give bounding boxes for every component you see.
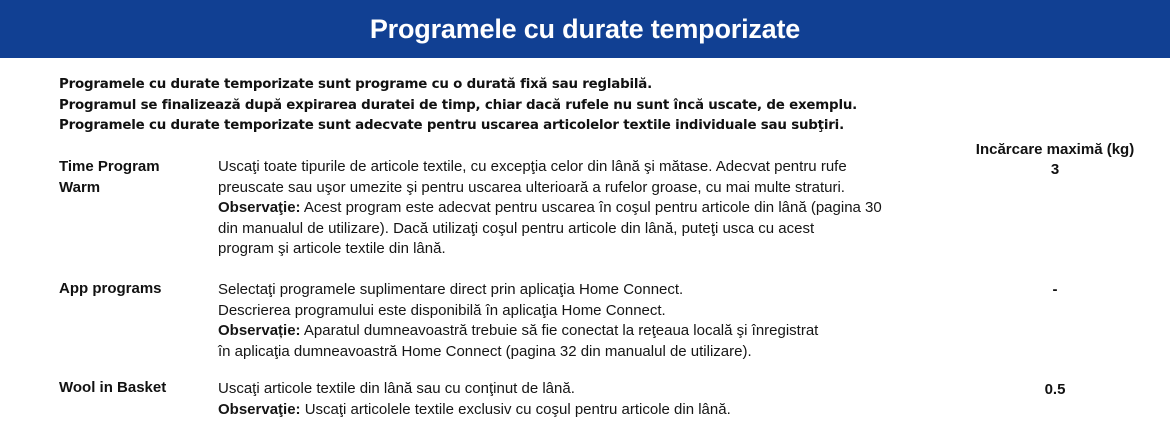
note-label: Observaţie: xyxy=(218,400,301,418)
page-header xyxy=(0,0,1170,58)
program-name xyxy=(59,279,209,300)
note-label: Observaţie: xyxy=(218,199,301,216)
program-description xyxy=(218,280,958,362)
note-text: Uscaţi articolele textile exclusiv cu coşul pentru articole din lână. xyxy=(300,400,731,418)
program-name-line: Wool in Basket xyxy=(59,379,167,396)
desc-line: Uscaţi articole textile din lână sau cu conţinut de lână. xyxy=(218,380,575,397)
desc-line: preuscate sau uşor umezite şi pentru uscarea ulterioară a rufelor groase, cu mai multe straturi. xyxy=(218,178,845,196)
desc-line: Uscaţi toate tipurile de articole textile, cu excepţia celor din lână şi mătase. Adecvat pentru rufe xyxy=(218,158,847,175)
program-name xyxy=(59,378,209,399)
max-load-value: 3 xyxy=(1050,161,1060,178)
intro-paragraph xyxy=(59,75,857,137)
note-line xyxy=(218,400,958,421)
note-text: Aparatul dumneavoastră trebuie să fie conectat la reţeaua locală şi înregistrat xyxy=(300,322,819,339)
intro-line: Programele cu durate temporizate sunt adecvate pentru uscarea articolelor textile individuale sau subţiri. xyxy=(59,118,844,133)
note-line: din manualul de utilizare). Dacă utilizaţi coşul pentru articole din lână, puteţi usca cu acest xyxy=(218,219,815,237)
max-load-column-header: Incărcare maximă (kg) xyxy=(975,141,1135,158)
note-line xyxy=(218,321,958,342)
program-name-line: Warm xyxy=(59,178,101,196)
desc-line: Selectaţi programele suplimentare direct prin aplicaţia Home Connect. xyxy=(218,281,684,298)
note-line: în aplicaţia dumneavoastră Home Connect (pagina 32 din manualul de utilizare). xyxy=(218,342,752,360)
desc-line: Descrierea programului este disponibilă în aplicaţia Home Connect. xyxy=(218,301,666,319)
program-name-line: App programs xyxy=(59,280,162,297)
program-name xyxy=(59,157,209,198)
note-line xyxy=(218,198,958,219)
max-load-value: - xyxy=(1052,281,1058,298)
page-title: Programele cu durate temporizate xyxy=(369,13,801,44)
program-description xyxy=(218,379,958,420)
program-description xyxy=(218,157,958,260)
intro-line: Programul se finalizează după expirarea duratei de timp, chiar dacă rufele nu sunt încă uscate, de exemplu. xyxy=(59,97,858,113)
note-line: program şi articole textile din lână. xyxy=(218,240,446,257)
intro-line: Programele cu durate temporizate sunt programe cu o durată fixă sau reglabilă. xyxy=(59,77,653,92)
note-label: Observație: xyxy=(218,322,301,339)
max-load-value: 0.5 xyxy=(1044,381,1066,398)
note-text: Acest program este adecvat pentru uscarea în coşul pentru articole din lână (pagina 30 xyxy=(300,199,882,216)
program-name-line: Time Program xyxy=(59,158,160,175)
